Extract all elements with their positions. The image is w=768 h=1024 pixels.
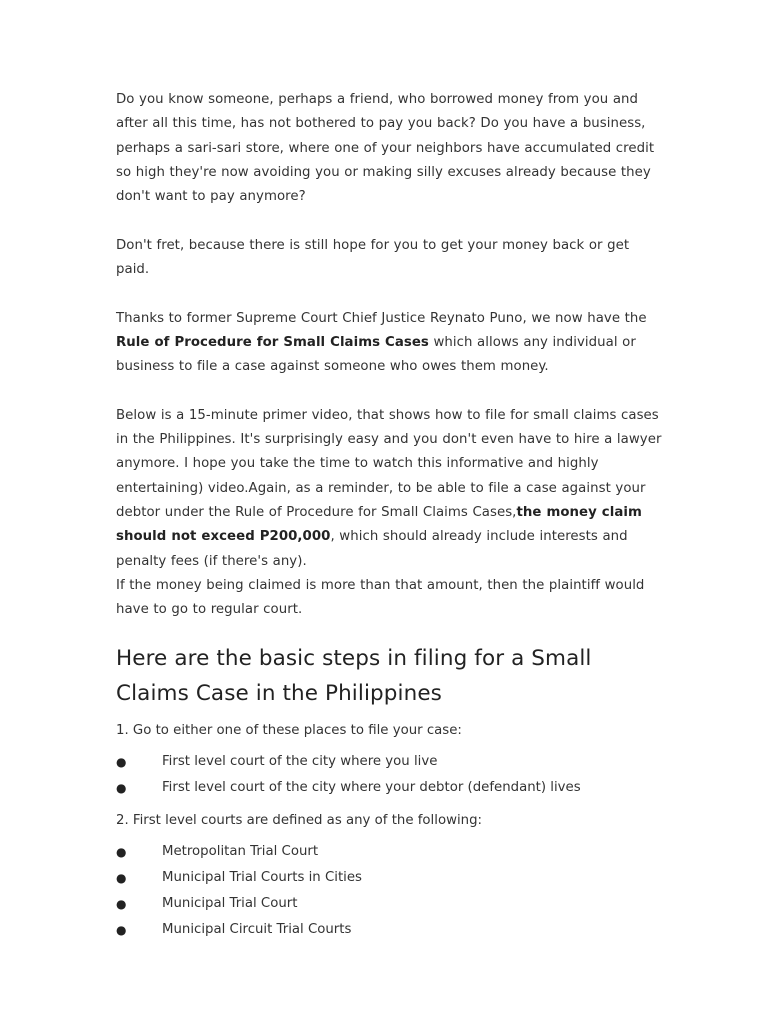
list-item-text: Metropolitan Trial Court <box>162 843 319 859</box>
bullet-icon: ● <box>116 780 127 795</box>
bullet-icon: ● <box>116 870 127 885</box>
list-item-text: Municipal Trial Courts in Cities <box>162 869 362 885</box>
step-1-list <box>116 749 666 801</box>
article-body <box>116 88 666 943</box>
video-paragraph <box>116 404 666 574</box>
bullet-icon: ● <box>116 754 127 769</box>
bullet-icon: ● <box>116 844 127 859</box>
bullet-icon: ● <box>116 922 127 937</box>
list-item <box>116 775 666 801</box>
rule-paragraph <box>116 307 666 380</box>
rule-paragraph-start: Thanks to former Supreme Court Chief Justice Reynato Puno, we now have the <box>116 310 647 326</box>
bullet-icon: ● <box>116 896 127 911</box>
list-item <box>116 865 666 891</box>
list-item-text: Municipal Circuit Trial Courts <box>162 921 352 937</box>
step-2-text: 2. First level courts are defined as any of the following: <box>116 812 483 828</box>
intro-paragraph: Do you know someone, perhaps a friend, who borrowed money from you and after all this time, has not bothered to pay you back? Do you have a business, perhaps a sari-sari store, where one of your neighbors have accumulated credit so high they're now avoiding you or making silly excuses already because they don't want to pay anymore? <box>116 92 655 205</box>
list-item <box>116 891 666 917</box>
steps-heading: Here are the basic steps in filing for a Small Claims Case in the Philippines <box>116 645 592 706</box>
list-item-text: First level court of the city where your debtor (defendant) lives <box>162 779 581 795</box>
video-paragraph-end: , which should already include interests and penalty fees (if there's any). <box>116 529 628 569</box>
list-item <box>116 917 666 943</box>
video-paragraph-start: Below is a 15-minute primer video, that shows how to file for small claims cases in the Philippines. It's surprisingly easy and you don't even have to hire a lawyer anymore. I hope you take the time to watch this informative and highly entertaining) video.Again, as a reminder, to be able to file a case against your debtor under the Rule of Procedure for Small Claims Cases, <box>116 407 662 521</box>
list-item-text: Municipal Trial Court <box>162 895 298 911</box>
claim-limit-bold: the money claim should not exceed P200,000 <box>116 505 642 545</box>
list-item <box>116 749 666 775</box>
step-1-text: 1. Go to either one of these places to file your case: <box>116 722 462 738</box>
step-2-list <box>116 839 666 943</box>
hope-paragraph: Don't fret, because there is still hope for you to get your money back or get paid. <box>116 237 630 278</box>
list-item <box>116 839 666 865</box>
rule-paragraph-end: which allows any individual or business to file a case against someone who owes them money. <box>116 334 636 375</box>
rule-name-bold: Rule of Procedure for Small Claims Cases <box>116 334 429 350</box>
list-item-text: First level court of the city where you live <box>162 753 438 769</box>
regular-court-paragraph: If the money being claimed is more than that amount, then the plaintiff would have to go to regular court. <box>116 577 645 618</box>
